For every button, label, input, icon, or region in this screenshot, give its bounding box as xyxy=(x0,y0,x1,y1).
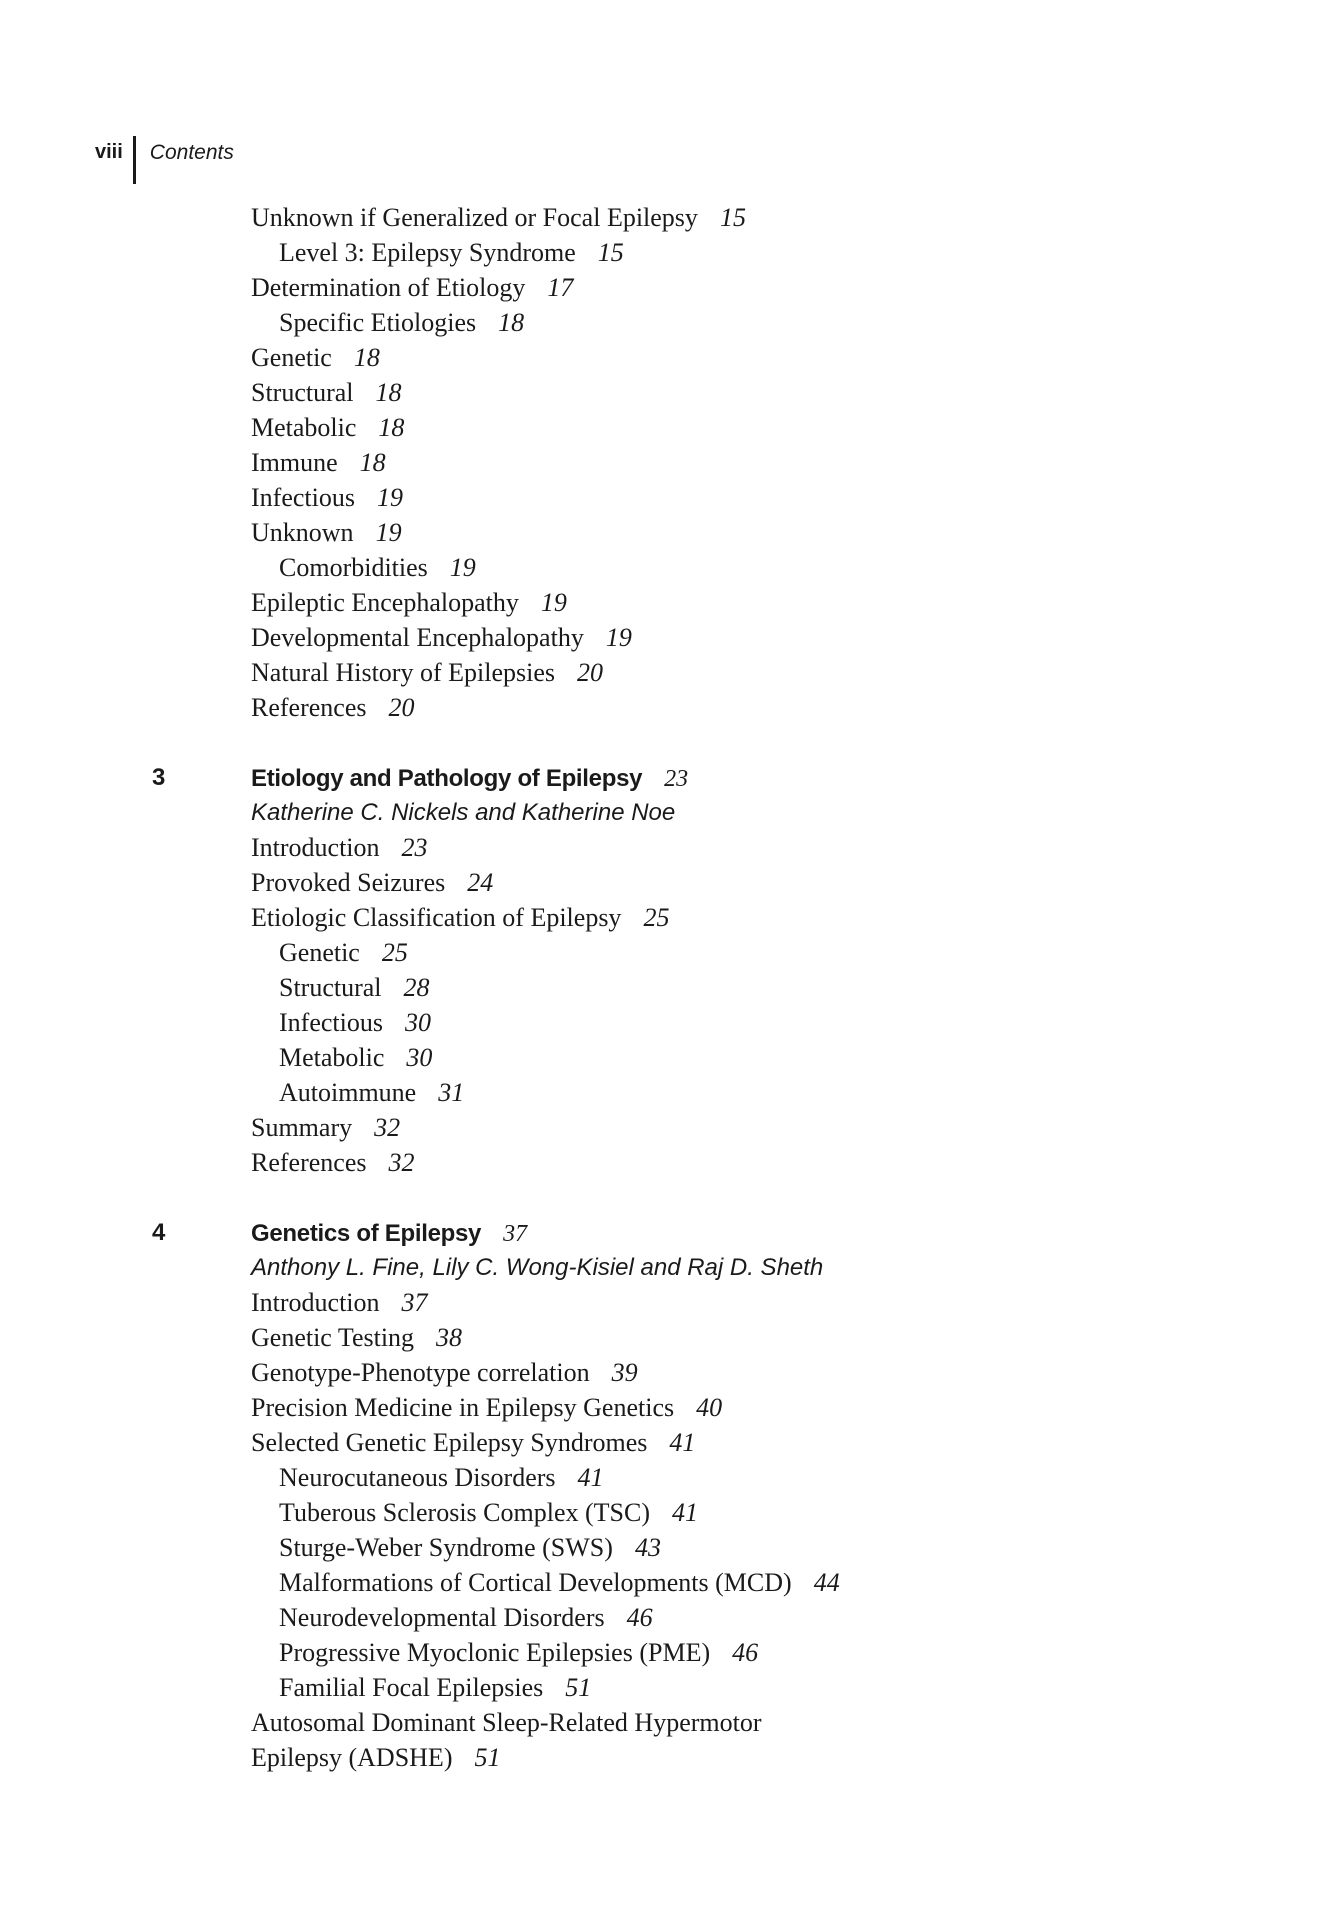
entry-title: Summary xyxy=(251,1113,353,1142)
toc-entry[interactable] xyxy=(0,655,1339,690)
entry-title: Neurocutaneous Disorders xyxy=(279,1463,556,1492)
entry-title: Infectious xyxy=(251,483,355,512)
toc-entry[interactable] xyxy=(0,1670,1339,1705)
toc-entry[interactable] xyxy=(0,1285,1339,1320)
toc-entry[interactable] xyxy=(0,340,1339,375)
toc-entry[interactable] xyxy=(0,1320,1339,1355)
entry-page: 46 xyxy=(626,1603,653,1632)
entry-title: Etiologic Classification of Epilepsy xyxy=(251,903,622,932)
entry-page: 32 xyxy=(374,1113,401,1142)
entry-title: Determination of Etiology xyxy=(251,273,526,302)
entry-page: 19 xyxy=(376,483,403,512)
entry-page: 25 xyxy=(381,938,408,967)
entry-page: 15 xyxy=(719,203,746,232)
entry-title: Unknown if Generalized or Focal Epilepsy xyxy=(251,203,698,232)
toc-entry[interactable] xyxy=(0,270,1339,305)
entry-title: Neurodevelopmental Disorders xyxy=(279,1603,605,1632)
chapter-title: Genetics of Epilepsy xyxy=(251,1220,482,1247)
entry-page: 39 xyxy=(611,1358,638,1387)
toc-entry[interactable] xyxy=(0,550,1339,585)
entry-page: 41 xyxy=(672,1498,698,1527)
toc-entry[interactable] xyxy=(0,1110,1339,1145)
chapter-authors xyxy=(0,795,1339,830)
chapter-page: 37 xyxy=(503,1221,528,1247)
toc-entry[interactable] xyxy=(0,1530,1339,1565)
entry-page: 24 xyxy=(467,868,494,897)
toc-entry[interactable] xyxy=(0,445,1339,480)
toc-entry[interactable] xyxy=(0,375,1339,410)
entry-page: 28 xyxy=(403,973,430,1002)
entry-title: Specific Etiologies xyxy=(279,308,477,337)
toc-entry[interactable] xyxy=(0,1075,1339,1110)
entry-title: Genetic xyxy=(279,938,360,967)
entry-title: Developmental Encephalopathy xyxy=(251,623,584,652)
chapter-heading[interactable] xyxy=(0,1215,1339,1250)
entry-title: Introduction xyxy=(251,833,380,862)
entry-page: 15 xyxy=(597,238,624,267)
toc-entry[interactable] xyxy=(0,935,1339,970)
toc-entry[interactable] xyxy=(0,410,1339,445)
toc-entry[interactable] xyxy=(0,830,1339,865)
entry-title: Level 3: Epilepsy Syndrome xyxy=(279,238,576,267)
entry-title: Provoked Seizures xyxy=(251,868,446,897)
entry-title: Immune xyxy=(251,448,338,477)
entry-page: 18 xyxy=(498,308,525,337)
entry-page: 40 xyxy=(696,1393,723,1422)
chapter-title: Etiology and Pathology of Epilepsy xyxy=(251,765,643,792)
chapter-heading[interactable] xyxy=(0,760,1339,795)
entry-title: Familial Focal Epilepsies xyxy=(279,1673,544,1702)
entry-page: 51 xyxy=(474,1743,501,1772)
entry-title: Sturge-Weber Syndrome (SWS) xyxy=(279,1533,613,1562)
entry-page: 31 xyxy=(438,1078,465,1107)
toc-entry[interactable] xyxy=(0,1145,1339,1180)
entry-page: 19 xyxy=(540,588,567,617)
chapter-number: 4 xyxy=(152,1219,166,1246)
running-title: Contents xyxy=(149,141,234,164)
entry-title: Malformations of Cortical Developments (MCD) xyxy=(279,1568,792,1597)
entry-title: References xyxy=(251,693,367,722)
toc-entry[interactable] xyxy=(0,1425,1339,1460)
entry-title: Genetic Testing xyxy=(251,1323,415,1352)
entry-page: 30 xyxy=(404,1008,431,1037)
entry-title: Selected Genetic Epilepsy Syndromes xyxy=(251,1428,648,1457)
entry-page: 20 xyxy=(577,658,603,687)
entry-title: Progressive Myoclonic Epilepsies (PME) xyxy=(279,1638,711,1667)
entry-title: Genetic xyxy=(251,343,332,372)
page-folio: viii xyxy=(95,141,123,163)
authors-text: Katherine C. Nickels and Katherine Noe xyxy=(251,799,676,826)
entry-page: 41 xyxy=(669,1428,696,1457)
entry-title: Metabolic xyxy=(251,413,357,442)
entry-page: 30 xyxy=(406,1043,433,1072)
toc-entry[interactable] xyxy=(0,690,1339,725)
entry-page: 18 xyxy=(359,448,386,477)
entry-page: 17 xyxy=(547,273,574,302)
entry-title: Genotype-Phenotype correlation xyxy=(251,1358,590,1387)
toc-entry[interactable] xyxy=(0,1705,1339,1740)
toc-entry-continuation[interactable] xyxy=(0,1740,1339,1775)
toc-entry[interactable] xyxy=(0,865,1339,900)
toc-entry[interactable] xyxy=(0,585,1339,620)
entry-title: Autoimmune xyxy=(279,1078,417,1107)
entry-page: 19 xyxy=(449,553,476,582)
toc-entry[interactable] xyxy=(0,1005,1339,1040)
toc-entry[interactable] xyxy=(0,620,1339,655)
entry-page: 19 xyxy=(605,623,632,652)
toc-entry[interactable] xyxy=(0,1635,1339,1670)
toc-entry[interactable] xyxy=(0,1355,1339,1390)
toc-entry[interactable] xyxy=(0,200,1339,235)
section-gap xyxy=(0,725,1339,760)
chapter-authors xyxy=(0,1250,1339,1285)
entry-page: 18 xyxy=(375,378,402,407)
entry-title: Comorbidities xyxy=(279,553,428,582)
entry-page: 44 xyxy=(813,1568,840,1597)
entry-title: Autosomal Dominant Sleep-Related Hypermotor xyxy=(251,1708,762,1737)
entry-title: Structural xyxy=(251,378,354,407)
chapter-page: 23 xyxy=(664,766,689,792)
entry-title: Structural xyxy=(279,973,382,1002)
entry-page: 18 xyxy=(353,343,380,372)
entry-title: Precision Medicine in Epilepsy Genetics xyxy=(251,1393,675,1422)
entry-title: References xyxy=(251,1148,367,1177)
entry-title: Natural History of Epilepsies xyxy=(251,658,555,687)
authors-text: Anthony L. Fine, Lily C. Wong-Kisiel and Raj D. Sheth xyxy=(251,1254,824,1281)
header-divider xyxy=(133,136,136,184)
entry-title: Epileptic Encephalopathy xyxy=(251,588,519,617)
running-header xyxy=(95,136,234,186)
entry-page: 43 xyxy=(634,1533,661,1562)
toc-entry[interactable] xyxy=(0,305,1339,340)
entry-page: 19 xyxy=(375,518,402,547)
entry-title: Tuberous Sclerosis Complex (TSC) xyxy=(279,1498,650,1527)
entry-page: 20 xyxy=(388,693,415,722)
toc-entry[interactable] xyxy=(0,235,1339,270)
toc-entry[interactable] xyxy=(0,1495,1339,1530)
entry-page: 51 xyxy=(565,1673,592,1702)
toc-entry[interactable] xyxy=(0,1565,1339,1600)
entry-page: 38 xyxy=(436,1323,463,1352)
toc-entry[interactable] xyxy=(0,1600,1339,1635)
table-of-contents xyxy=(0,200,1339,1775)
toc-entry[interactable] xyxy=(0,480,1339,515)
entry-title: Introduction xyxy=(251,1288,380,1317)
toc-entry[interactable] xyxy=(0,1040,1339,1075)
entry-page: 23 xyxy=(401,833,428,862)
entry-page: 18 xyxy=(378,413,405,442)
entry-page: 32 xyxy=(388,1148,415,1177)
entry-page: 25 xyxy=(643,903,670,932)
chapter-number: 3 xyxy=(152,764,166,791)
toc-entry[interactable] xyxy=(0,900,1339,935)
entry-page: 37 xyxy=(401,1288,428,1317)
toc-entry[interactable] xyxy=(0,1460,1339,1495)
entry-page: 46 xyxy=(732,1638,759,1667)
entry-title: Infectious xyxy=(279,1008,383,1037)
entry-title: Unknown xyxy=(251,518,354,547)
entry-title: Epilepsy (ADSHE) xyxy=(251,1743,453,1772)
toc-entry[interactable] xyxy=(0,970,1339,1005)
toc-entry[interactable] xyxy=(0,1390,1339,1425)
entry-page: 41 xyxy=(577,1463,604,1492)
toc-entry[interactable] xyxy=(0,515,1339,550)
entry-title: Metabolic xyxy=(279,1043,385,1072)
section-gap xyxy=(0,1180,1339,1215)
